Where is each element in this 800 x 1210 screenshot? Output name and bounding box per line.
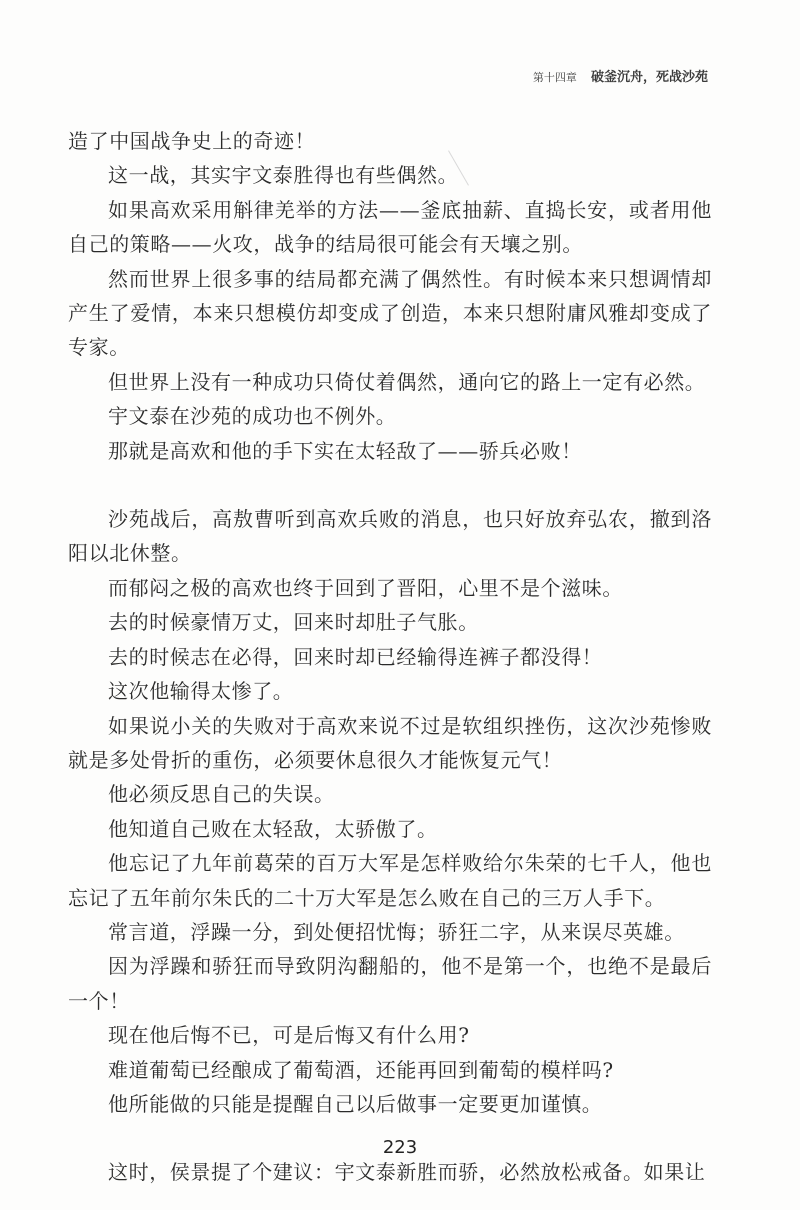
paragraph: 而郁闷之极的高欢也终于回到了晋阳，心里不是个滋味。 <box>108 575 623 600</box>
paragraph: 常言道，浮躁一分，到处便招忧悔；骄狂二字，从来误尽英雄。 <box>108 919 685 944</box>
paragraph: 他所能做的只能是提醒自己以后做事一定要更加谨慎。 <box>108 1091 603 1116</box>
paragraph: 他忘记了九年前葛荣的百万大军是怎样败给尔朱荣的七千人，他也忘记了五年前尔朱氏的二十万大军是怎么败在自己的三万人手下。 <box>68 851 712 910</box>
paragraph: 沙苑战后，高敖曹听到高欢兵败的消息，也只好放弃弘农，撤到洛阳以北休整。 <box>68 507 712 566</box>
paragraph: 然而世界上很多事的结局都充满了偶然性。有时候本来只想调情却产生了爱情，本来只想模仿却变成了创造，本来只想附庸风雅却变成了专家。 <box>68 266 712 360</box>
running-header <box>533 66 708 85</box>
paragraph: 那就是高欢和他的手下实在太轻敌了——骄兵必败！ <box>108 438 582 463</box>
paragraph: 造了中国战争史上的奇迹！ <box>68 129 316 153</box>
paragraph: 宇文泰在沙苑的成功也不例外。 <box>108 404 397 429</box>
chapter-number: 第十四章 <box>532 71 577 84</box>
paragraph: 难道葡萄已经酿成了葡萄酒，还能再回到葡萄的模样吗? <box>108 1057 614 1082</box>
paragraph: 但世界上没有一种成功只倚仗着偶然，通向它的路上一定有必然。 <box>108 369 706 394</box>
paragraph: 去的时候豪情万丈，回来时却肚子气胀。 <box>108 610 479 635</box>
paragraph: 现在他后悔不已，可是后悔又有什么用? <box>108 1023 470 1048</box>
paragraph: 这次他输得太惨了。 <box>108 679 294 704</box>
paragraph: 因为浮躁和骄狂而导致阴沟翻船的，他不是第一个，也绝不是最后一个！ <box>68 954 712 1013</box>
paragraph: 如果说小关的失败对于高欢来说不过是软组织挫伤，这次沙苑惨败就是多处骨折的重伤，必须要休息很久才能恢复元气！ <box>68 713 712 772</box>
paragraph: 他知道自己败在太轻敌，太骄傲了。 <box>108 816 438 841</box>
chapter-title: 破釜沉舟，死战沙苑 <box>590 70 708 85</box>
paragraph: 这时，侯景提了个建议：宇文泰新胜而骄，必然放松戒备。如果让 <box>108 1160 706 1185</box>
paragraph: 这一战，其实宇文泰胜得也有些偶然。 <box>108 163 459 188</box>
paragraph: 他必须反思自己的失误。 <box>108 782 335 807</box>
paragraph: 去的时候志在必得，回来时却已经输得连裤子都没得！ <box>108 644 603 669</box>
paragraph: 如果高欢采用斛律羌举的方法——釜底抽薪、直捣长安，或者用他自己的策略——火攻，战争的结局很可能会有天壤之别。 <box>68 197 712 257</box>
page-number: 223 <box>382 1137 418 1158</box>
body-text <box>68 124 712 1190</box>
